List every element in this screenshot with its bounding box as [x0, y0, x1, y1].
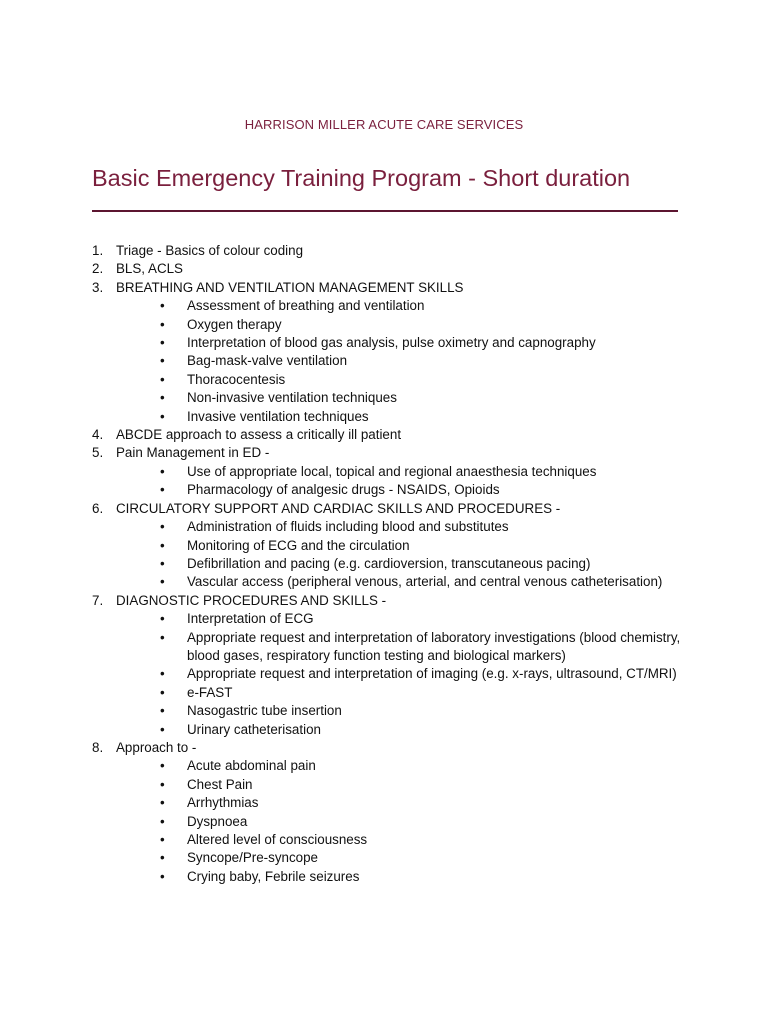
bullet-item [92, 831, 682, 849]
bullet-list [92, 463, 682, 500]
bullet-dot-icon: • [160, 776, 165, 792]
bullet-dot-icon: • [160, 611, 165, 627]
list-item-text: ABCDE approach to assess a critically ill patient [116, 427, 402, 443]
bullet-item [92, 684, 682, 702]
bullet-item [92, 537, 682, 555]
list-item [92, 592, 682, 610]
bullet-item [92, 334, 682, 352]
bullet-dot-icon: • [160, 390, 165, 406]
bullet-dot-icon: • [160, 795, 165, 811]
bullet-text: e-FAST [187, 684, 233, 700]
bullet-text: Pharmacology of analgesic drugs - NSAIDS, Opioids [187, 482, 500, 498]
list-item-number: 4. [92, 427, 104, 443]
training-topic-list [92, 242, 682, 886]
bullet-item [92, 702, 682, 720]
bullet-item [92, 352, 682, 370]
bullet-dot-icon: • [160, 721, 165, 737]
list-item-text: Triage - Basics of colour coding [116, 243, 304, 258]
list-item-number: 8. [92, 739, 104, 755]
list-item [92, 279, 682, 297]
list-item [92, 739, 682, 757]
list-item [92, 242, 682, 260]
bullet-text: Dyspnoea [187, 813, 248, 829]
bullet-text: Monitoring of ECG and the circulation [187, 537, 410, 553]
bullet-item [92, 316, 682, 334]
bullet-text: Syncope/Pre-syncope [187, 850, 319, 866]
bullet-text: Chest Pain [187, 776, 253, 792]
bullet-dot-icon: • [160, 371, 165, 387]
list-item-number: 1. [92, 243, 104, 258]
bullet-text: Interpretation of ECG [187, 611, 314, 627]
bullet-item [92, 408, 682, 426]
bullet-item [92, 776, 682, 794]
bullet-text: Altered level of consciousness [187, 832, 368, 847]
list-item-text: Pain Management in ED - [116, 445, 270, 461]
bullet-text: Use of appropriate local, topical and regional anaesthesia techniques [187, 463, 597, 479]
bullet-text: Arrhythmias [187, 795, 259, 811]
list-item [92, 444, 682, 462]
bullet-text: Bag-mask-valve ventilation [187, 353, 348, 369]
bullet-text: Oxygen therapy [187, 316, 282, 332]
bullet-item [92, 757, 682, 775]
bullet-dot-icon: • [160, 316, 165, 332]
bullet-item [92, 610, 682, 628]
bullet-text: Appropriate request and interpretation of imaging (e.g. x-rays, ultrasound, CT/MRI) [187, 666, 677, 682]
bullet-dot-icon: • [160, 482, 165, 498]
bullet-dot-icon: • [160, 537, 165, 553]
list-item [92, 500, 682, 518]
bullet-text: Assessment of breathing and ventilation [187, 298, 425, 314]
bullet-text: Administration of fluids including blood and substitutes [187, 519, 509, 535]
bullet-text: Non-invasive ventilation techniques [187, 390, 397, 406]
bullet-item [92, 297, 682, 315]
bullet-dot-icon: • [160, 335, 165, 351]
bullet-dot-icon: • [160, 813, 165, 829]
bullet-dot-icon: • [160, 666, 165, 682]
bullet-text: Interpretation of blood gas analysis, pulse oximetry and capnography [187, 335, 596, 351]
bullet-dot-icon: • [160, 408, 165, 424]
document-title: Basic Emergency Training Program - Short duration [92, 165, 631, 191]
bullet-dot-icon: • [160, 353, 165, 369]
bullet-dot-icon: • [160, 574, 165, 590]
list-item-number: 3. [92, 279, 104, 295]
list-item-number: 7. [92, 592, 104, 608]
bullet-list [92, 518, 682, 592]
list-item-text: DIAGNOSTIC PROCEDURES AND SKILLS - [116, 592, 387, 608]
bullet-item [92, 665, 682, 683]
bullet-item [92, 481, 682, 499]
bullet-item [92, 868, 682, 886]
bullet-dot-icon: • [160, 519, 165, 535]
list-item [92, 260, 682, 278]
list-item-number: 2. [92, 261, 104, 277]
bullet-item [92, 371, 682, 389]
bullet-text: Thoracocentesis [187, 371, 286, 387]
bullet-text: Nasogastric tube insertion [187, 703, 342, 719]
bullet-text: Appropriate request and interpretation of laboratory investigations (blood chemistry, blood gases, respiratory function testing and biological markers) [187, 629, 681, 663]
bullet-dot-icon: • [160, 868, 165, 884]
bullet-dot-icon: • [160, 684, 165, 700]
list-item-number: 6. [92, 500, 104, 516]
bullet-text: Crying baby, Febrile seizures [187, 868, 360, 884]
title-divider [92, 210, 678, 212]
bullet-item [92, 463, 682, 481]
bullet-item [92, 794, 682, 812]
list-item-number: 5. [92, 445, 104, 461]
list-item-text: BLS, ACLS [116, 261, 183, 277]
bullet-dot-icon: • [160, 832, 165, 847]
bullet-dot-icon: • [160, 463, 165, 479]
bullet-item [92, 555, 682, 573]
bullet-item [92, 518, 682, 536]
organization-name: HARRISON MILLER ACUTE CARE SERVICES [244, 117, 524, 132]
bullet-item [92, 389, 682, 407]
bullet-dot-icon: • [160, 850, 165, 866]
bullet-text: Acute abdominal pain [187, 758, 316, 774]
bullet-item [92, 721, 682, 739]
list-item-text: CIRCULATORY SUPPORT AND CARDIAC SKILLS AND PROCEDURES - [116, 500, 561, 516]
bullet-dot-icon: • [160, 629, 165, 645]
bullet-item [92, 629, 682, 666]
bullet-item [92, 849, 682, 867]
bullet-text: Defibrillation and pacing (e.g. cardioversion, transcutaneous pacing) [187, 555, 591, 571]
bullet-list [92, 297, 682, 426]
bullet-dot-icon: • [160, 555, 165, 571]
bullet-list [92, 757, 682, 886]
bullet-dot-icon: • [160, 298, 165, 314]
bullet-dot-icon: • [160, 758, 165, 774]
list-item [92, 426, 682, 444]
bullet-item [92, 813, 682, 831]
bullet-text: Invasive ventilation techniques [187, 408, 369, 424]
bullet-text: Vascular access (peripheral venous, arterial, and central venous catheterisation) [187, 574, 663, 590]
list-item-text: Approach to - [116, 739, 197, 755]
bullet-text: Urinary catheterisation [187, 721, 321, 737]
bullet-dot-icon: • [160, 703, 165, 719]
list-item-text: BREATHING AND VENTILATION MANAGEMENT SKILLS [116, 279, 464, 295]
bullet-item [92, 573, 682, 591]
bullet-list [92, 610, 682, 739]
